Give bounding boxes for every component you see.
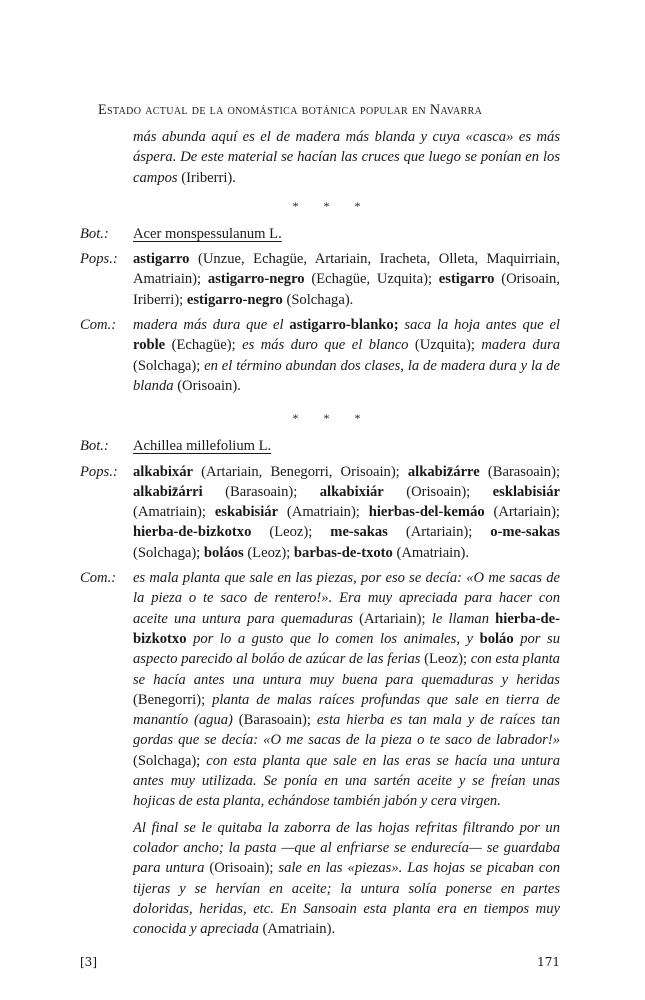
italic-text: en el término abundan dos clases, la de madera dura y la de blanda <box>133 357 560 394</box>
italic-text: Al final se le quitaba la zaborra de las hojas refritas filtrando por un colador ancho; la pasta —que al enfriarse se endurecía— se guardaba para untura <box>133 819 560 877</box>
section-separator: * * * <box>292 411 372 426</box>
bold-term: alkabixár <box>133 463 194 480</box>
source-text: (Barasoain); <box>202 483 320 500</box>
bold-term: eskabisiár <box>214 504 279 521</box>
bold-term: alkabixiár <box>319 483 384 500</box>
source-text: (Orisoain); <box>204 860 279 877</box>
italic-text: planta de malas raíces profundas que sale en tierra de manantío (agua) <box>133 691 560 729</box>
popular-names-text <box>133 462 560 563</box>
bot-label: Bot.: <box>80 225 109 242</box>
source-text: (Amatriain). <box>392 544 470 561</box>
italic-text: es mala planta que sale en las piezas, por eso se decía: «O me sacas de la pieza o te saco de rentero!». Era muy apreciada para hacer con aceite una untura para quemaduras <box>133 570 560 627</box>
bot-label: Bot.: <box>80 438 109 455</box>
botanical-name: Acer monspessulanum L. <box>133 225 282 242</box>
running-header: Estado actual de la onomástica botánica popular en Navarra <box>98 102 483 118</box>
source-text: (Unzue, Echagüe, Artariain, Iracheta, Olleta, Maquirriain, Amatriain); <box>133 251 560 288</box>
source-text: (Leoz); <box>251 524 331 541</box>
entry-2-popular-names <box>80 462 560 563</box>
source-text: (Uzquita); <box>408 337 482 354</box>
source-text: (Solchaga). <box>282 291 354 308</box>
source-text: (Artariain, Benegorri, Orisoain); <box>193 463 408 480</box>
italic-text: con esta planta se hacía antes una untura muy buena para quemaduras y heridas <box>133 651 560 688</box>
source-text: (Echagüe); <box>165 337 243 354</box>
source-text: (Amatriain); <box>133 504 215 521</box>
italic-text: sale en las «piezas». Las hojas se picaban con tijeras y se hervían en aceite; la untura solía ponerse en partes doloridas, heridas, etc. En Sansoain esta planta era en tiempos muy conocida y apreciada <box>133 860 560 938</box>
page-number: 171 <box>537 955 560 970</box>
bold-term: esklabisiár <box>492 483 560 500</box>
botanical-name: Achillea millefolium L. <box>133 438 272 455</box>
bold-term: hierba-de-bizkotxo <box>133 610 561 647</box>
source-text: (Barasoain); <box>479 463 560 480</box>
bold-term: hierba-de-bizkotxo <box>133 524 252 541</box>
section-marker: [3] <box>80 955 97 970</box>
source-text: (Solchaga); <box>133 357 205 374</box>
pops-label: Pops.: <box>80 251 118 268</box>
source-text: (Artariain); <box>484 504 560 521</box>
source-text: (Echagüe, Uzquita); <box>304 271 439 288</box>
italic-text: por su aspecto parecido al boláo de azúcar de las ferias <box>133 630 561 668</box>
source-text: (Orisoain). <box>173 377 241 394</box>
source-text: (Orisoain); <box>383 483 493 500</box>
bold-term: alkabiz̄árri <box>133 483 203 500</box>
italic-text: saca la hoja antes que el <box>398 317 560 334</box>
entry-2-comments <box>80 568 560 939</box>
italic-text: le llaman <box>431 610 496 627</box>
source-text: (Artariain); <box>387 524 491 541</box>
bold-term: boláos <box>203 544 244 561</box>
bold-term: estigarro-negro <box>186 291 283 308</box>
popular-names-text <box>133 249 560 310</box>
continuation-paragraph <box>133 127 560 188</box>
bold-term: estigarro <box>438 271 495 288</box>
italic-text: por lo a gusto que lo comen los animales, y <box>186 630 480 647</box>
italic-text: más abunda aquí es el de madera más blanda y cuya «casca» es más áspera. De este material se hacían las cruces que luego se ponían en los campos <box>133 129 560 186</box>
source-text: (Barasoain); <box>232 712 317 729</box>
entry-1-popular-names <box>80 249 560 310</box>
italic-text: es más duro que el blanco <box>242 337 409 354</box>
pops-label: Pops.: <box>80 463 118 480</box>
page-footer <box>80 955 560 973</box>
bold-term: hierbas-del-kemáo <box>368 504 485 521</box>
source-text: (Solchaga); <box>133 752 207 769</box>
bold-term: astigarro-blanko; <box>289 317 399 334</box>
entry-1-botanical <box>80 224 560 244</box>
source-text: (Amatriain). <box>258 921 336 938</box>
bold-term: astigarro-negro <box>207 271 305 288</box>
bold-term: barbas-de-txoto <box>293 544 393 561</box>
italic-text: esta hierba es tan mala y de raíces tan gordas que se decía: «O me sacas de la pieza o te saco de labrador!» <box>133 712 560 749</box>
entry-2-botanical <box>80 436 560 456</box>
source-text: (Benegorri); <box>133 691 213 708</box>
source-text: (Artariain); <box>353 610 432 627</box>
source-text: (Orisoain, Iriberri); <box>133 271 560 308</box>
comments-text-continued <box>133 818 560 940</box>
source-text: (Solchaga); <box>133 544 204 561</box>
comments-text <box>133 315 560 396</box>
italic-text: madera dura <box>481 337 560 354</box>
italic-text: con esta planta que sale en las eras se hacía una untura antes muy utilizada. Se ponía en una sartén aceite y se freían unas hojicas de esta planta, echándose también jabón y cera virgen. <box>133 752 560 810</box>
com-label: Com.: <box>80 317 117 334</box>
bold-term: roble <box>133 337 166 354</box>
italic-text: madera más dura que el <box>133 317 290 334</box>
source-text: (Amatriain); <box>278 504 369 521</box>
source-text: (Iriberri). <box>177 169 236 186</box>
source-text: (Leoz); <box>243 544 294 561</box>
bold-term: boláo <box>479 630 514 647</box>
section-separator: * * * <box>292 198 372 213</box>
entry-1-comments <box>80 315 560 396</box>
source-text: (Leoz); <box>420 651 471 668</box>
comments-text <box>133 568 560 812</box>
bold-term: o-me-sakas <box>490 524 560 541</box>
bold-term: astigarro <box>133 251 190 268</box>
com-label: Com.: <box>80 570 117 587</box>
bold-term: me-sakas <box>330 524 388 541</box>
bold-term: alkabiz̄árre <box>407 463 480 480</box>
